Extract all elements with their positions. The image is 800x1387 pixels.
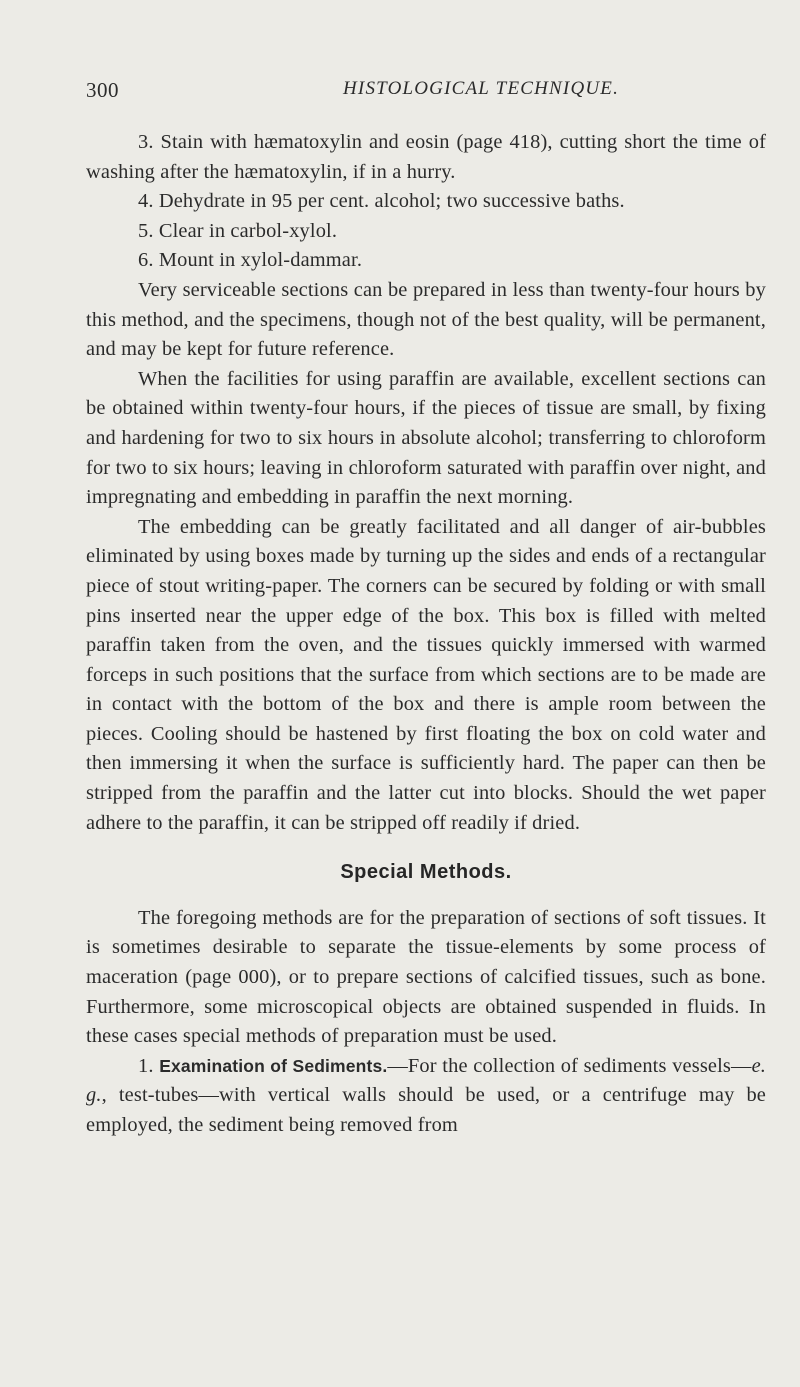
step-text: Dehydrate in 95 per cent. alcohol; two successive baths. xyxy=(158,190,625,213)
step-number: 3. xyxy=(138,131,154,153)
running-title: HISTOLOGICAL TECHNIQUE. xyxy=(343,78,620,99)
step-text: Mount in xylol-dammar. xyxy=(158,249,363,272)
paragraph-serviceable-sections: Very serviceable sections can be prepared in less than twenty-four hours by this method, and the specimens, though not of the best quality, will be permanent, and may be kept for future reference. xyxy=(86,278,766,361)
step-4 xyxy=(86,187,766,217)
item-abbrev: e. g. xyxy=(86,1054,767,1107)
step-5 xyxy=(86,217,766,247)
step-number: 6. xyxy=(138,249,154,272)
paragraph-paraffin-facilities: When the facilities for using paraffin are available, excellent sections can be obtained within twenty-four hours, if the pieces of tissue are small, by fixing and hardening for two to six hours in absolute alcohol; transferring to chloroform for two to six hours; leaving in chloroform saturated with paraffin over night, and impregnating and embedding in paraffin the next morning. xyxy=(86,367,766,509)
paragraph-embedding: The embedding can be greatly facilitated and all danger of air-bubbles eliminated by using boxes made by turning up the sides and ends of a rectangular piece of stout writing-paper. The corners can be secured by folding or with small pins inserted near the upper edge of the box. This box is filled with melted paraffin taken from the oven, and the tissues quickly immersed with warmed forceps in such positions that the surface from which sections are to be made are in contact with the bottom of the box and there is ample room between the pieces. Cooling should be hastened by first floating the box on cold water and then immersing it when the surface is sufficiently hard. The paper can then be stripped from the paraffin and the latter cut into blocks. Should the wet paper adhere to the paraffin, it can be stripped off readily if dried. xyxy=(86,515,766,834)
paragraph-examination-of-sediments xyxy=(86,1052,766,1141)
page-number: 300 xyxy=(86,78,119,102)
section-heading: Special Methods. xyxy=(340,861,512,884)
item-title: Examination of Sediments. xyxy=(159,1055,388,1076)
item-text-before: —For the collection of sediments vessels— xyxy=(387,1054,752,1077)
step-text: Clear in carbol-xylol. xyxy=(158,219,338,242)
item-number: 1. xyxy=(138,1054,154,1077)
paragraph-special-methods-intro: The foregoing methods are for the preparation of sections of soft tissues. It is sometimes desirable to separate the tissue-elements by some process of maceration (page 000), or to prepare sections of calcified tissues, such as bone. Furthermore, some microscopical objects are obtained suspended in fluids. In these cases special methods of preparation must be used. xyxy=(86,906,766,1048)
step-number: 5. xyxy=(138,219,154,242)
item-text-after: , test-tubes—with vertical walls should be used, or a centrifuge may be employed, the sediment being removed from xyxy=(86,1084,766,1136)
page-header xyxy=(86,78,766,108)
body-text xyxy=(86,128,766,1141)
step-3 xyxy=(86,128,766,187)
step-text: Stain with hæmatoxylin and eosin (page 418), cutting short the time of washing after the hæmatoxylin, if in a hurry. xyxy=(86,131,767,183)
step-6 xyxy=(86,246,766,276)
step-number: 4. xyxy=(138,190,154,213)
